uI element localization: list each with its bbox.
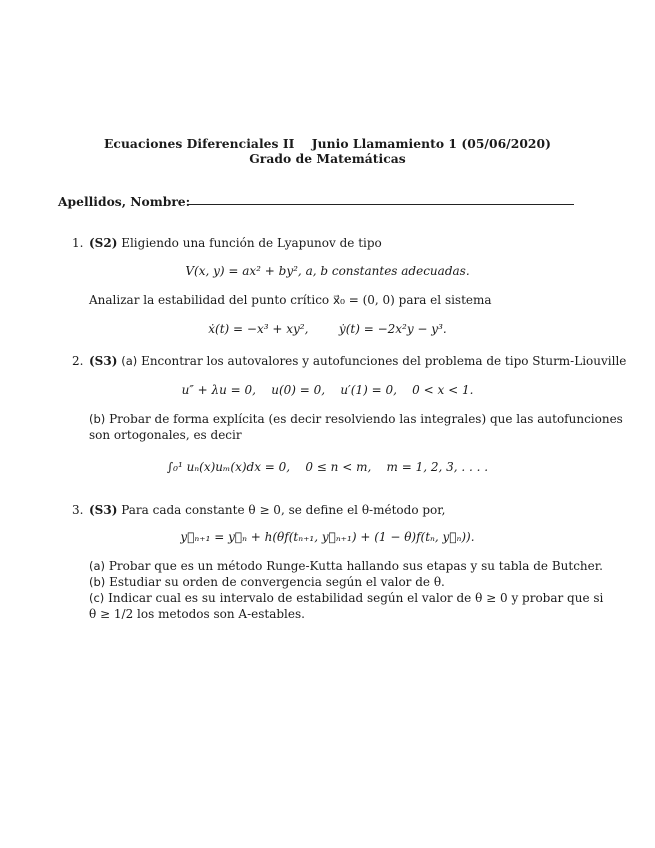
problem-text: Probar de forma explícita (es decir resolviendo las integrales) que las autofunciones xyxy=(109,412,623,426)
problem-text: Indicar cual es su intervalo de estabilidad según el valor de θ ≥ 0 y probar que si xyxy=(108,591,604,605)
part-c-line-1 xyxy=(89,591,603,606)
exam-subtitle: Grado de Matemáticas xyxy=(249,151,406,166)
problem-number: 3. xyxy=(72,503,84,517)
problem-number: 2. xyxy=(72,354,84,368)
part-b-line-1 xyxy=(89,412,623,427)
part-label: (b) xyxy=(89,412,106,426)
name-field-row xyxy=(58,194,576,210)
problem-intro xyxy=(89,503,446,518)
problem-text: Para cada constante θ ≥ 0, se define el θ-método por, xyxy=(121,503,446,517)
problem-text: Probar que es un método Runge-Kutta hallando sus etapas y su tabla de Butcher. xyxy=(108,559,603,573)
part-b xyxy=(89,575,445,590)
part-label: (a) xyxy=(89,559,106,573)
part-a xyxy=(89,559,603,574)
equation-theta-method: y⃗ₙ₊₁ = y⃗ₙ + h(θf(tₙ₊₁, y⃗ₙ₊₁) + (1 − θ)f(tₙ, y⃗ₙ)). xyxy=(180,530,475,544)
part-label: (c) xyxy=(89,591,105,605)
problem-number: 1. xyxy=(72,236,84,250)
part-label: (b) xyxy=(89,575,106,589)
equation-lyapunov: V(x, y) = ax² + by², a, b constantes adecuadas. xyxy=(185,264,470,278)
equation-system: ẋ(t) = −x³ + xy², ẏ(t) = −2x²y − y³. xyxy=(208,322,447,336)
part-label: (a) xyxy=(121,354,138,368)
equation-orthogonality: ∫₀¹ uₙ(x)uₘ(x)dx = 0, 0 ≤ n < m, m = 1, 2, 3, . . . . xyxy=(166,460,489,474)
problem-tag: (S2) xyxy=(89,236,118,250)
part-c-line-2: θ ≥ 1/2 los metodos son A-estables. xyxy=(89,607,305,621)
exam-title: Ecuaciones Diferenciales II Junio Llamamiento 1 (05/06/2020) xyxy=(103,136,552,151)
equation-sturm-liouville: u″ + λu = 0, u(0) = 0, u′(1) = 0, 0 < x < 1. xyxy=(181,383,474,397)
problem-text: Encontrar los autovalores y autofunciones del problema de tipo Sturm-Liouville xyxy=(141,354,627,368)
name-field-label: Apellidos, Nombre: xyxy=(58,194,191,209)
problem-text: Estudiar su orden de convergencia según el valor de θ. xyxy=(109,575,445,589)
name-field-line[interactable] xyxy=(188,204,574,205)
problem-text: Eligiendo una función de Lyapunov de tipo xyxy=(121,236,382,250)
problem-tag: (S3) xyxy=(89,354,118,368)
problem-text: Analizar la estabilidad del punto crítico x⃗₀ = (0, 0) para el sistema xyxy=(89,293,492,307)
problem-intro xyxy=(89,236,382,251)
problem-intro xyxy=(89,354,626,369)
part-b-line-2: son ortogonales, es decir xyxy=(89,428,242,442)
problem-tag: (S3) xyxy=(89,503,118,517)
